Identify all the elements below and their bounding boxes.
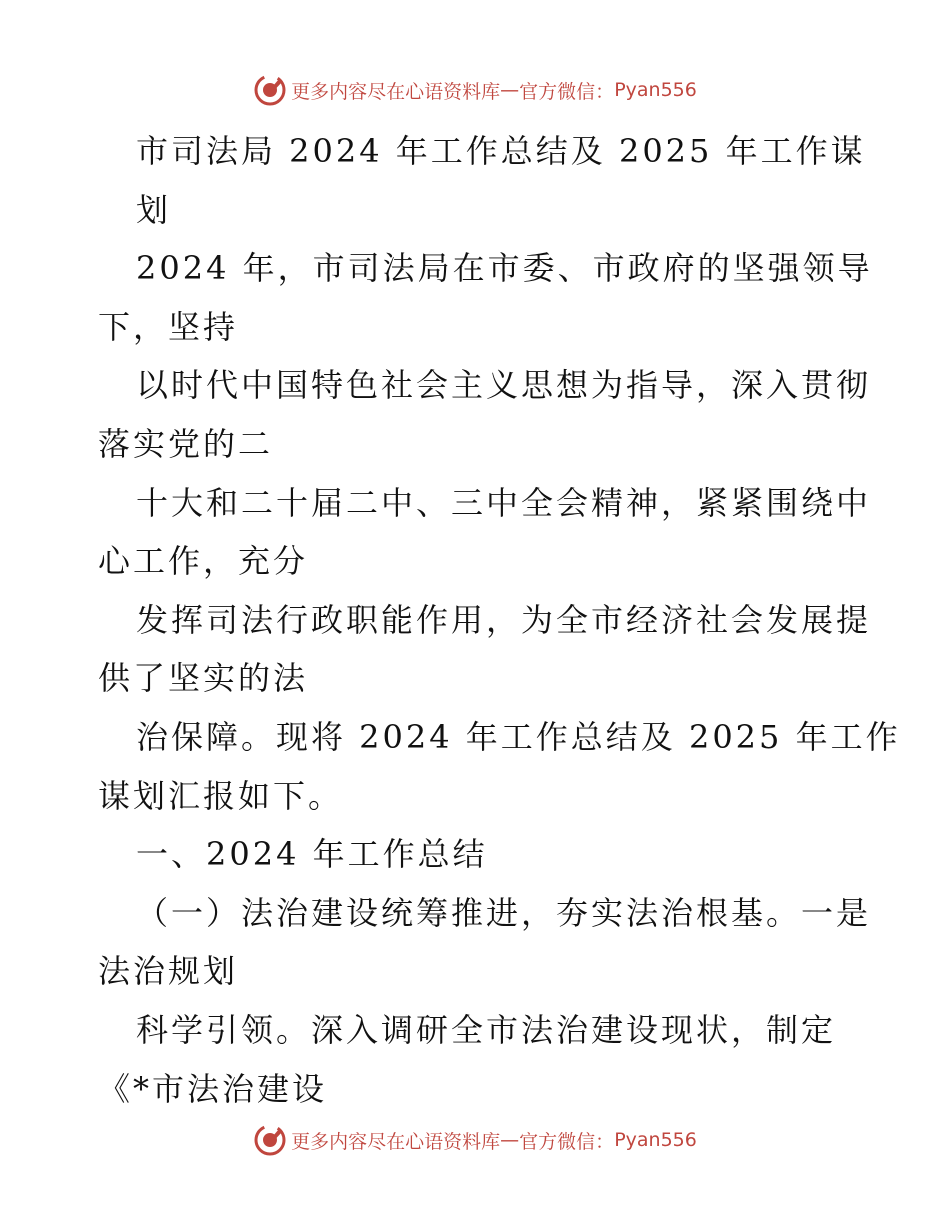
banner-wechat-label: 官方微信：	[519, 80, 615, 103]
document-text-line: 谋划汇报如下。	[98, 776, 344, 815]
document-text-line: 治保障。现将 2024 年工作总结及 2025 年工作	[136, 717, 901, 756]
document-body	[98, 122, 901, 1118]
brush-seal-icon	[253, 73, 287, 107]
banner-brand-text: 更多内容尽在心语资料库	[291, 1130, 501, 1153]
banner-separator: —	[500, 1129, 520, 1151]
document-text-line: 心工作，充分	[98, 542, 309, 581]
document-text-line: 2024 年，市司法局在市委、市政府的坚强领导	[136, 249, 873, 288]
banner-wechat-id: Pyan556	[614, 79, 697, 101]
document-text-line: 十大和二十届二中、三中全会精神，紧紧围绕中	[136, 483, 872, 522]
document-text-line: 落实党的二	[98, 424, 274, 463]
document-text-line: 下，坚持	[98, 307, 239, 346]
document-text-line: 发挥司法行政职能作用，为全市经济社会发展提	[136, 600, 872, 639]
document-text-line: 以时代中国特色社会主义思想为指导，深入贯彻	[136, 366, 872, 405]
brush-seal-icon	[253, 1123, 287, 1157]
document-text-line: （一）法治建设统筹推进，夯实法治根基。一是	[136, 893, 872, 932]
document-text-line: 市司法局 2024 年工作总结及 2025 年工作谋	[136, 132, 866, 170]
document-text-line: 划	[136, 190, 172, 229]
footer-watermark-banner	[0, 1120, 950, 1160]
document-text-line: 《*市法治建设	[98, 1069, 328, 1108]
banner-brand-text: 更多内容尽在心语资料库	[291, 80, 501, 103]
banner-separator: —	[500, 79, 520, 101]
document-text-line: 一、2024 年工作总结	[136, 835, 488, 874]
banner-wechat-id: Pyan556	[614, 1129, 697, 1151]
document-text-line: 科学引领。深入调研全市法治建设现状，制定	[136, 1010, 837, 1049]
document-text-line: 法治规划	[98, 952, 239, 991]
banner-wechat-label: 官方微信：	[519, 1130, 615, 1153]
header-watermark-banner	[0, 70, 950, 110]
document-text-line: 供了坚实的法	[98, 659, 309, 698]
